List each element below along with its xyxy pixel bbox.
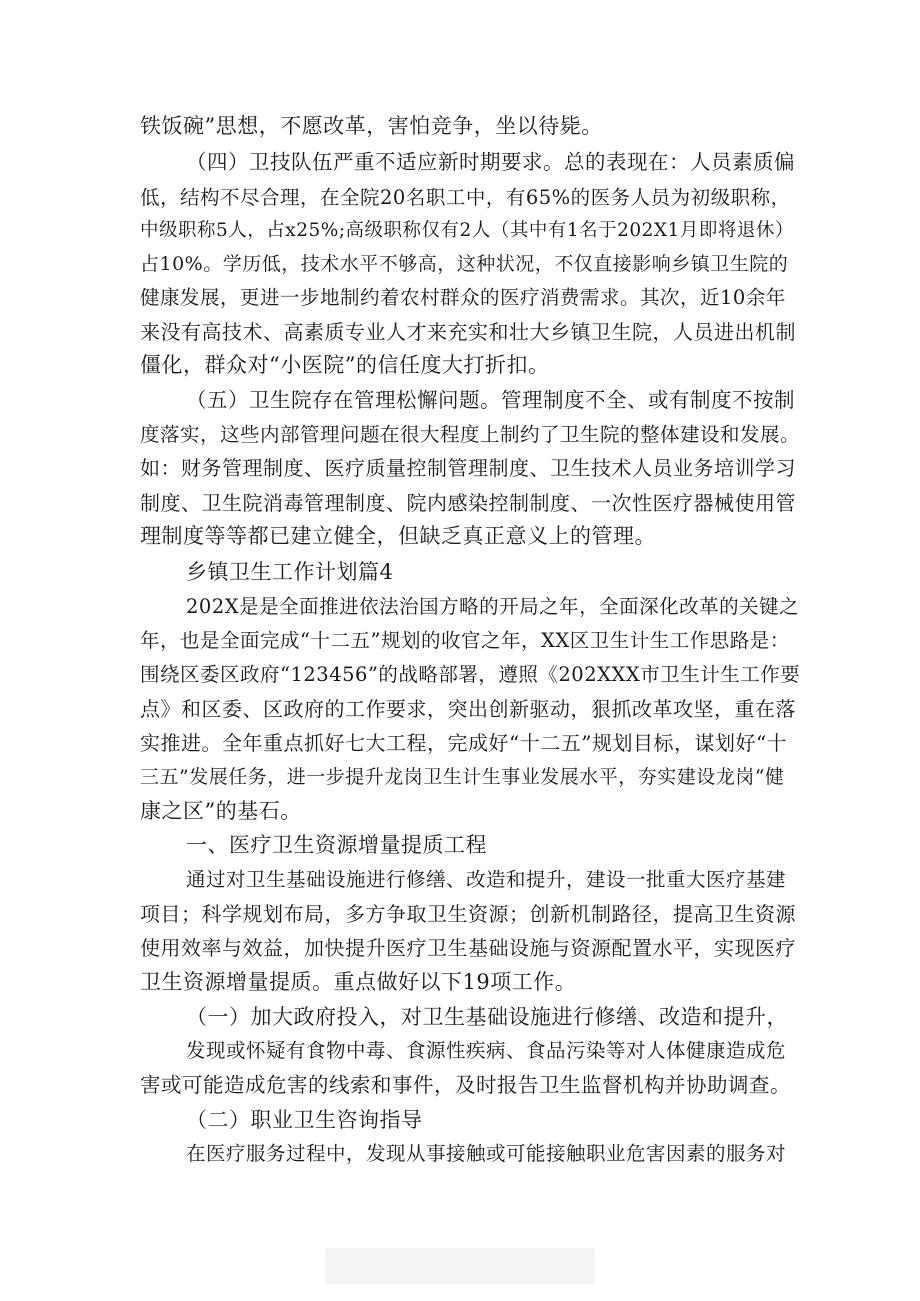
text-line: 项目；科学规划布局，多方争取卫生资源；创新机制路径，提高卫生资源: [140, 902, 796, 926]
text-line: 围绕区委区政府“123456”的战略部署，遵照《202XXX市卫生计生工作要: [140, 663, 801, 686]
text-line: 202X是是全面推进依法治国方略的开局之年，全面深化改革的关键之: [186, 595, 800, 618]
text-line: 三五”发展任务，进一步提升龙岗卫生计生事业发展水平，夯实建设龙岗“健: [140, 766, 785, 788]
text-line: （一）加大政府投入，对卫生基础设施进行修缮、改造和提升，: [186, 1005, 788, 1029]
section-heading: 乡镇卫生工作计划篇4: [186, 560, 394, 584]
text-line: 康之区”的基石。: [140, 799, 302, 823]
text-line: 占10%。学历低，技术水平不够高，这种状况，不仅直接影响乡镇卫生院的: [140, 253, 789, 275]
text-line: （四）卫技队伍严重不适应新时期要求。总的表现在：人员素质偏: [186, 150, 795, 174]
text-line: 铁饭碗”思想，不愿改革，害怕竞争，坐以待毙。: [140, 114, 603, 138]
text-line: 使用效率与效益，加快提升医疗卫生基础设施与资源配置水平，实现医疗: [140, 936, 796, 960]
text-line: 僵化，群众对“小医院”的信任度大打折扣。: [140, 353, 550, 377]
text-line: 理制度等等都已建立健全，但缺乏真正意义上的管理。: [140, 524, 656, 548]
text-line: 制度、卫生院消毒管理制度、院内感染控制制度、一次性医疗器械使用管: [140, 491, 796, 515]
text-line: 低，结构不尽合理，在全院20名职工中，有65%的医务人员为初级职称，: [140, 186, 791, 209]
text-line: 点》和区委、区政府的工作要求，突出创新驱动，狠抓改革攻坚，重在落: [140, 697, 796, 721]
text-line: 在医疗服务过程中，发现从事接触或可能接触职业危害因素的服务对: [186, 1142, 787, 1165]
text-line: 中级职称5人，占x25%;高级职称仅有2人（其中有1名于202X1月即将退休）: [140, 220, 794, 241]
text-line: 来没有高技术、高素质专业人才来充实和壮大乡镇卫生院，人员进出机制: [140, 320, 796, 344]
text-line: 健康发展，更进一步地制约着农村群众的医疗消费需求。其次，近10余年: [140, 286, 786, 309]
section-heading: （二）职业卫生咨询指导: [186, 1108, 423, 1132]
footer-bar: [325, 1248, 595, 1284]
text-line: 害或可能造成危害的线索和事件，及时报告卫生监督机构并协助调查。: [140, 1073, 791, 1097]
text-line: 如：财务管理制度、医疗质量控制管理制度、卫生技术人员业务培训学习: [140, 456, 796, 480]
text-line: 卫生资源增量提质。重点做好以下19项工作。: [140, 970, 577, 994]
section-heading: 一、医疗卫生资源增量提质工程: [186, 833, 487, 857]
text-line: （五）卫生院存在管理松懈问题。管理制度不全、或有制度不按制: [186, 388, 795, 412]
text-line: 度落实，这些内部管理问题在很大程度上制约了卫生院的整体建设和发展。: [140, 423, 801, 446]
text-line: 年，也是全面完成“十二五”规划的收官之年，XX区卫生计生工作思路是：: [140, 629, 790, 652]
text-line: 发现或怀疑有食物中毒、食源性疾病、食品污染等对人体健康造成危: [186, 1039, 787, 1062]
text-line: 实推进。全年重点抓好七大工程，完成好“十二五”规划目标，谋划好“十: [140, 731, 788, 755]
text-line: 通过对卫生基础设施进行修缮、改造和提升，建设一批重大医疗基建: [186, 868, 787, 891]
